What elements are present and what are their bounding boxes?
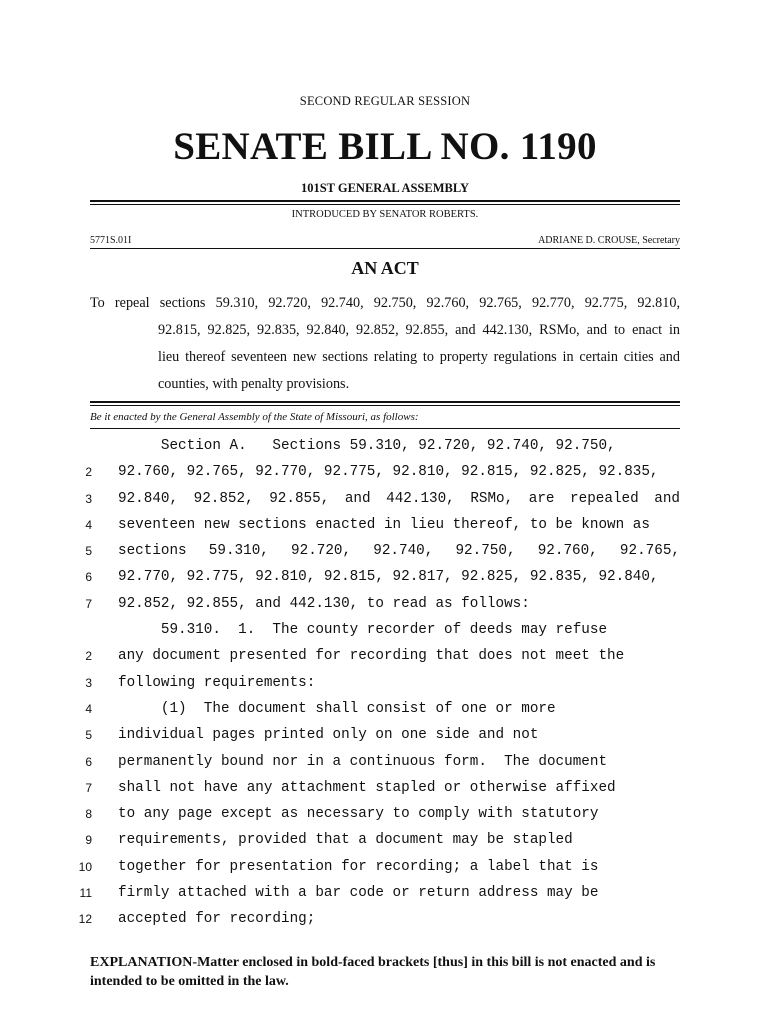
- bill-line: [70, 854, 690, 880]
- introduced-by: INTRODUCED BY SENATOR ROBERTS.: [291, 209, 479, 220]
- line-text: 92.840, 92.852, 92.855, and 442.130, RSMo, are repealed and: [118, 490, 680, 507]
- header-rule-top: [90, 200, 680, 202]
- line-number: 10: [78, 859, 92, 874]
- bill-line: [70, 459, 690, 485]
- bill-line: [70, 617, 690, 643]
- bill-title: SENATE BILL NO. 1190: [173, 125, 597, 168]
- line-text: accepted for recording;: [118, 911, 316, 928]
- act-rule-bottom: [90, 405, 680, 406]
- bill-line: [70, 696, 690, 722]
- line-text: Section A. Sections 59.310, 92.720, 92.740, 92.750,: [118, 438, 616, 454]
- bill-line: [70, 512, 690, 538]
- bill-line: [70, 643, 690, 669]
- line-text: seventeen new sections enacted in lieu thereof, to be known as: [118, 516, 650, 533]
- line-number: 4: [85, 517, 92, 532]
- bill-line: [70, 880, 690, 906]
- explanation-note: EXPLANATION-Matter enclosed in bold-faced brackets [thus] in this bill is not enacted and is intended to be omitted in the law.: [90, 955, 656, 989]
- bill-line: [70, 591, 690, 617]
- line-number: 9: [85, 833, 92, 848]
- act-line: lieu thereof seventeen new sections relating to property regulations in certain cities and: [158, 349, 680, 365]
- enacting-clause: Be it enacted by the General Assembly of the State of Missouri, as follows:: [90, 411, 419, 423]
- act-description: [90, 290, 680, 398]
- bill-line: [70, 722, 690, 748]
- line-text: any document presented for recording that does not meet the: [118, 648, 625, 665]
- line-number: 2: [85, 649, 92, 664]
- line-number: 7: [85, 596, 92, 611]
- bill-line: [70, 827, 690, 853]
- line-text: following requirements:: [118, 674, 316, 691]
- header-rule-bottom: [90, 204, 680, 205]
- act-line: counties, with penalty provisions.: [158, 376, 350, 392]
- act-title: AN ACT: [351, 258, 419, 278]
- bill-body: [70, 433, 690, 933]
- bill-line: [70, 564, 690, 590]
- secretary-name: ADRIANE D. CROUSE, Secretary: [538, 235, 680, 246]
- bill-line: [70, 538, 690, 564]
- line-number: 7: [85, 780, 92, 795]
- line-text: 92.770, 92.775, 92.810, 92.815, 92.817, 92.825, 92.835, 92.840,: [118, 569, 659, 586]
- bill-line: [70, 801, 690, 827]
- line-number: 6: [85, 754, 92, 769]
- line-number: 3: [85, 491, 92, 506]
- line-number: 5: [85, 544, 92, 559]
- meta-rule: [90, 248, 680, 249]
- line-text: together for presentation for recording; a label that is: [118, 858, 599, 875]
- line-number: 6: [85, 570, 92, 585]
- assembly-label: 101ST GENERAL ASSEMBLY: [300, 181, 470, 195]
- bill-code: 5771S.01I: [90, 235, 132, 246]
- act-line: To repeal sections 59.310, 92.720, 92.740, 92.750, 92.760, 92.765, 92.770, 92.775, 92.810,: [90, 295, 680, 311]
- session-label: SECOND REGULAR SESSION: [299, 94, 471, 108]
- enacting-rule: [90, 428, 680, 429]
- line-number: 8: [85, 807, 92, 822]
- line-text: 59.310. 1. The county recorder of deeds may refuse: [118, 622, 608, 639]
- line-text: firmly attached with a bar code or return address may be: [118, 885, 599, 902]
- line-text: requirements, provided that a document may be stapled: [118, 832, 573, 849]
- bill-line: [70, 433, 690, 459]
- bill-line: [70, 906, 690, 932]
- line-number: 11: [79, 886, 92, 901]
- act-line: 92.815, 92.825, 92.835, 92.840, 92.852, 92.855, and 442.130, RSMo, and to enact in: [158, 322, 680, 338]
- line-number: 4: [85, 701, 92, 716]
- line-text: permanently bound nor in a continuous form. The document: [118, 753, 608, 770]
- line-text: individual pages printed only on one side and not: [118, 727, 539, 744]
- line-number: 3: [85, 675, 92, 690]
- bill-line: [70, 749, 690, 775]
- bill-line: [70, 775, 690, 801]
- line-text: 92.852, 92.855, and 442.130, to read as follows:: [118, 595, 530, 612]
- line-number: 2: [85, 465, 92, 480]
- line-text: sections 59.310, 92.720, 92.740, 92.750, 92.760, 92.765,: [118, 543, 680, 560]
- bill-line: [70, 670, 690, 696]
- line-text: (1) The document shall consist of one or more: [118, 700, 556, 717]
- line-text: shall not have any attachment stapled or otherwise affixed: [118, 779, 616, 796]
- line-text: to any page except as necessary to comply with statutory: [118, 806, 599, 823]
- line-text: 92.760, 92.765, 92.770, 92.775, 92.810, 92.815, 92.825, 92.835,: [118, 464, 659, 481]
- line-number: 5: [85, 728, 92, 743]
- line-number: 12: [78, 912, 92, 927]
- act-rule-top: [90, 401, 680, 403]
- bill-line: [70, 486, 690, 512]
